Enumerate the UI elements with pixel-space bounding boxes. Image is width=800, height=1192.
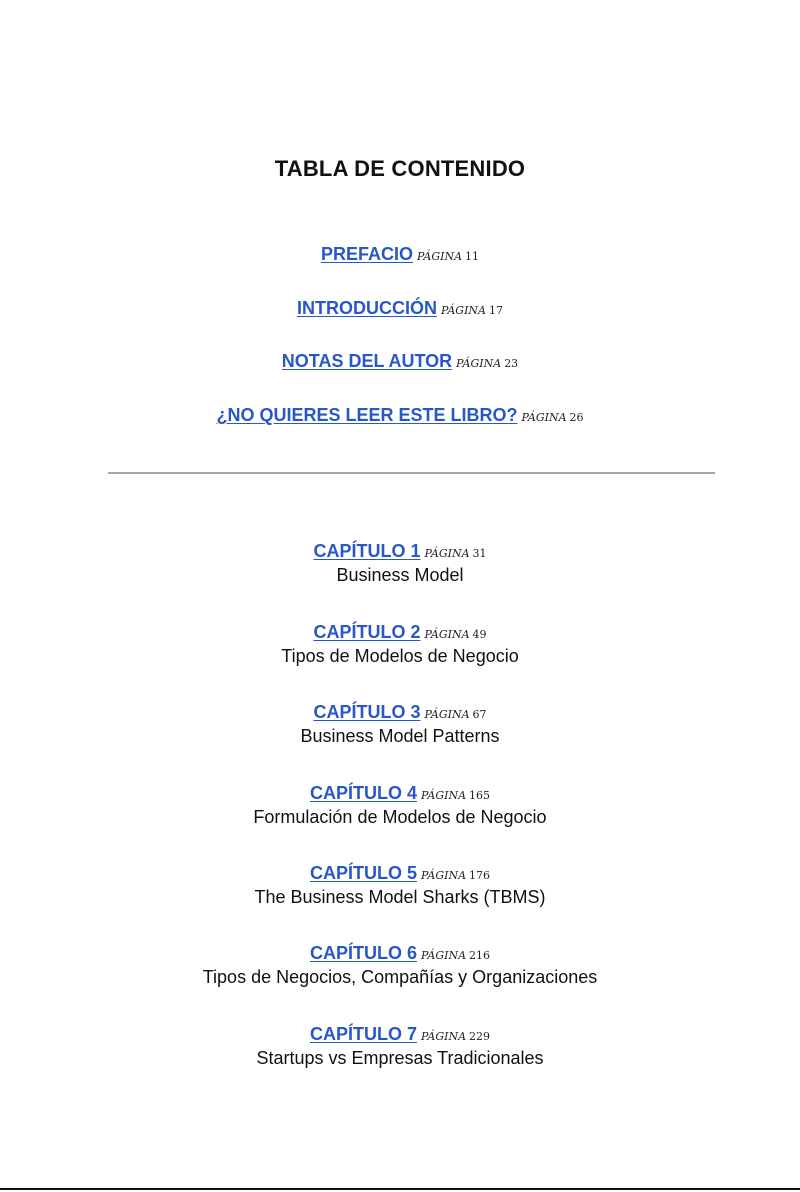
page-number: 229: [469, 1030, 491, 1043]
page-label: PÁGINA: [420, 869, 467, 882]
toc-link-capitulo-6[interactable]: CAPÍTULO 6: [309, 943, 417, 963]
page-label: PÁGINA: [424, 547, 470, 560]
toc-link-prefacio[interactable]: PREFACIO: [320, 244, 413, 264]
toc-link-no-quieres-leer[interactable]: ¿NO QUIERES LEER ESTE LIBRO?: [216, 405, 518, 425]
chapter-subtitle: Formulación de Modelos de Negocio: [253, 807, 547, 827]
toc-link-capitulo-3[interactable]: CAPÍTULO 3: [313, 702, 421, 722]
toc-link-capitulo-2[interactable]: CAPÍTULO 2: [313, 622, 421, 642]
page-number: 176: [469, 869, 491, 882]
toc-entry-prefacio: [0, 244, 800, 265]
page-title: TABLA DE CONTENIDO: [274, 156, 526, 181]
toc-link-capitulo-1[interactable]: CAPÍTULO 1: [313, 541, 421, 561]
toc-link-capitulo-7[interactable]: CAPÍTULO 7: [309, 1024, 417, 1044]
toc-link-notas-del-autor[interactable]: NOTAS DEL AUTOR: [281, 351, 453, 371]
page-label: PÁGINA: [440, 304, 487, 317]
page-number: 17: [489, 304, 504, 317]
toc-chapter-5: [0, 861, 800, 909]
toc-chapter-4: [0, 781, 800, 829]
page-number: 67: [472, 708, 487, 721]
page-label: PÁGINA: [424, 628, 470, 641]
toc-link-introduccion[interactable]: INTRODUCCIÓN: [296, 298, 437, 318]
page-bottom-border: [0, 1188, 800, 1190]
page-label: PÁGINA: [424, 708, 470, 721]
toc-link-capitulo-4[interactable]: CAPÍTULO 4: [309, 783, 417, 803]
page-number: 26: [569, 411, 584, 424]
toc-chapter-1: [0, 539, 800, 587]
chapter-subtitle: Business Model: [336, 565, 464, 585]
chapter-subtitle: The Business Model Sharks (TBMS): [254, 887, 546, 907]
page-number: 165: [469, 789, 491, 802]
section-divider: [108, 472, 715, 474]
page-label: PÁGINA: [420, 949, 467, 962]
page-label: PÁGINA: [416, 250, 463, 263]
chapter-subtitle: Startups vs Empresas Tradicionales: [256, 1048, 544, 1068]
chapter-subtitle: Tipos de Modelos de Negocio: [281, 646, 519, 666]
toc-chapter-3: [0, 700, 800, 748]
toc-chapter-2: [0, 620, 800, 668]
page-number: 216: [469, 949, 491, 962]
page-label: PÁGINA: [456, 357, 502, 370]
chapter-subtitle: Business Model Patterns: [300, 726, 500, 746]
page-label: PÁGINA: [420, 1030, 467, 1043]
page-number: 11: [465, 250, 480, 263]
toc-entry-introduccion: [0, 298, 800, 319]
page-number: 23: [504, 357, 519, 370]
toc-chapter-6: [0, 941, 800, 989]
chapter-subtitle: Tipos de Negocios, Compañías y Organizaciones: [202, 967, 598, 987]
page-label: PÁGINA: [521, 411, 567, 424]
page-number: 31: [472, 547, 487, 560]
page-label: PÁGINA: [420, 789, 467, 802]
toc-entry-notas-del-autor: [0, 351, 800, 372]
toc-entry-no-quieres-leer: [0, 405, 800, 426]
toc-chapter-7: [0, 1022, 800, 1070]
toc-link-capitulo-5[interactable]: CAPÍTULO 5: [309, 863, 417, 883]
page-number: 49: [472, 628, 487, 641]
